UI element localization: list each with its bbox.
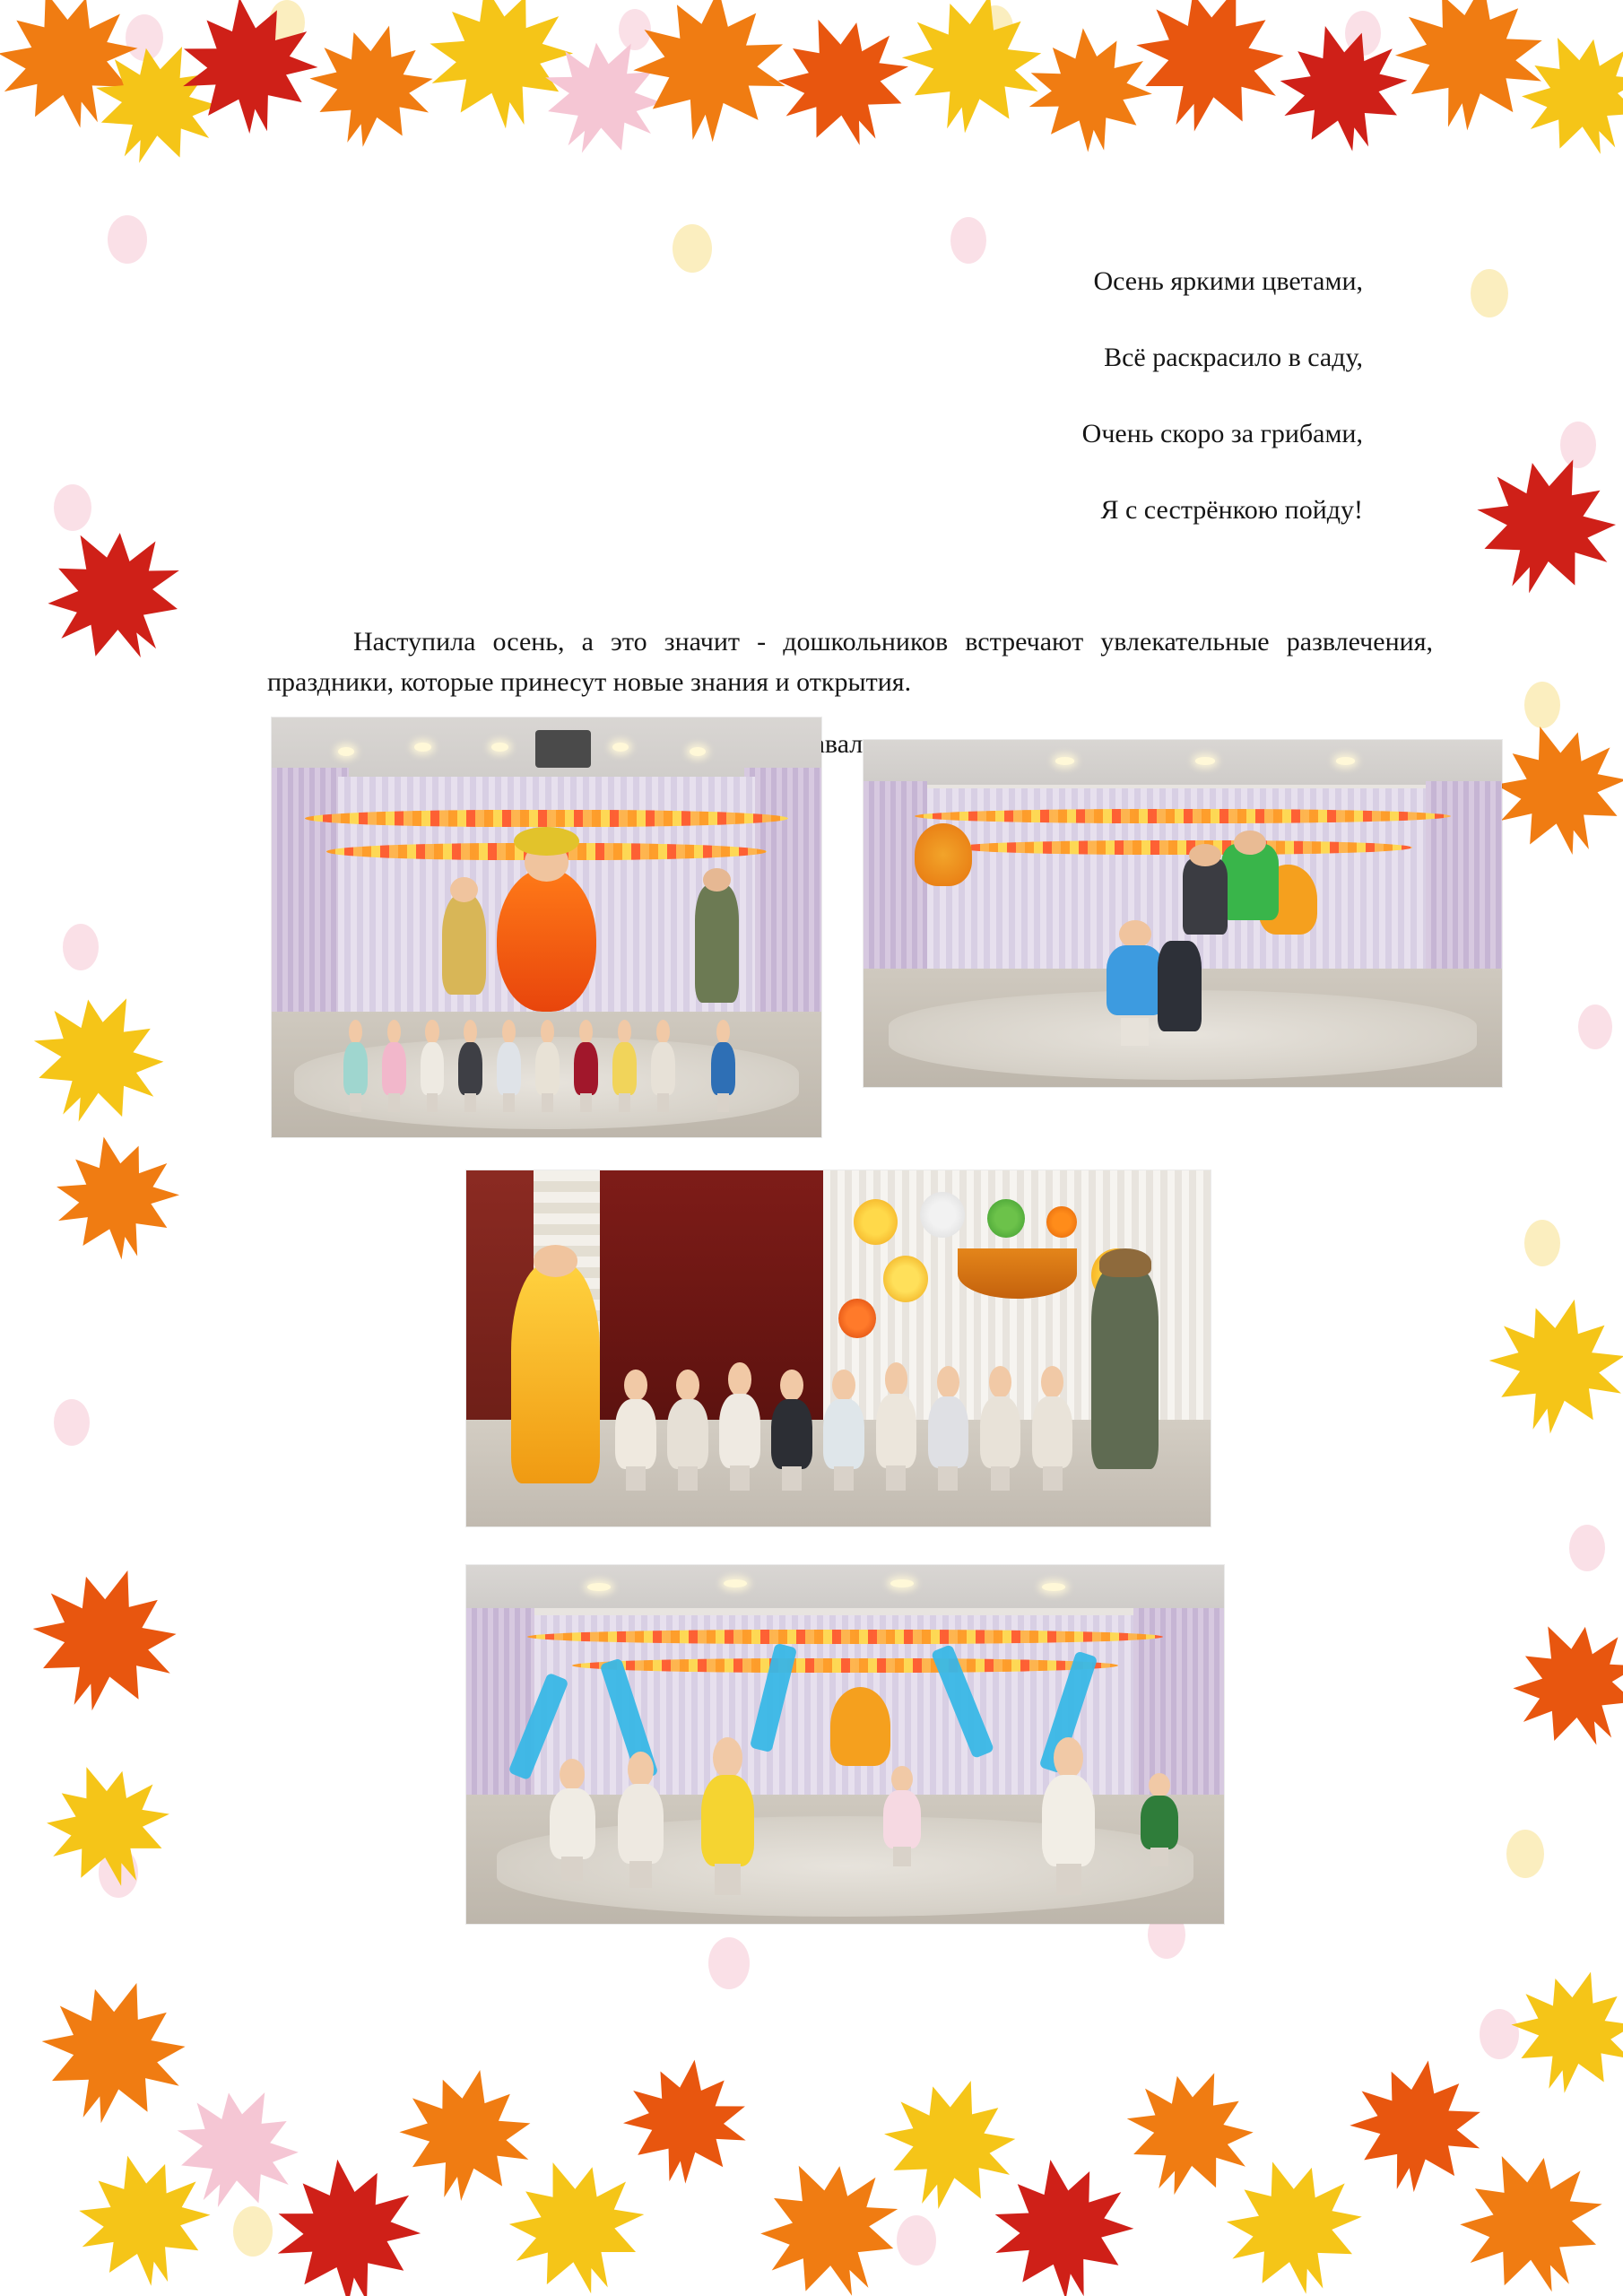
decorative-dot: [233, 2206, 273, 2257]
maple-leaf-icon: [1107, 0, 1315, 161]
maple-leaf-icon: [881, 0, 1065, 155]
maple-leaf-icon: [1016, 16, 1164, 164]
decorative-dot: [269, 0, 305, 45]
maple-leaf-icon: [515, 8, 690, 184]
maple-leaf-icon: [68, 14, 246, 192]
paper-flower-icon: [1046, 1206, 1076, 1239]
maple-leaf-icon: [165, 0, 332, 149]
paper-flower-icon: [838, 1299, 876, 1338]
decorative-dot: [1578, 1004, 1612, 1049]
paper-flower-icon: [883, 1256, 928, 1302]
decorative-dot: [1524, 682, 1560, 728]
maple-leaf-icon: [1257, 2, 1429, 174]
maple-leaf-icon: [1100, 2042, 1281, 2223]
decorative-dot: [99, 1848, 138, 1898]
document-content: [152, 224, 1480, 760]
maple-leaf-icon: [620, 0, 802, 156]
decorative-dot: [54, 484, 91, 531]
decorative-dot: [108, 215, 147, 264]
decorative-dot: [1560, 422, 1596, 468]
maple-leaf-icon: [148, 2058, 328, 2239]
maple-leaf-icon: [37, 1118, 196, 1277]
maple-leaf-icon: [1494, 5, 1623, 183]
photo-children-dancing-with-adults[interactable]: [864, 740, 1502, 1087]
maple-leaf-icon: [975, 2141, 1151, 2296]
maple-leaf-icon: [482, 2132, 671, 2296]
maple-leaf-icon: [1428, 2118, 1623, 2296]
decorative-dot: [126, 14, 163, 61]
maple-leaf-icon: [1483, 1591, 1623, 1777]
paper-flower-icon: [920, 1192, 965, 1239]
maple-leaf-icon: [1468, 1275, 1623, 1455]
maple-leaf-icon: [15, 1952, 213, 2151]
maple-leaf-icon: [407, 0, 594, 149]
decorative-dot: [619, 9, 651, 50]
maple-leaf-icon: [1201, 2134, 1387, 2296]
decorative-dot: [54, 1399, 90, 1446]
maple-leaf-icon: [6, 1540, 204, 1738]
maple-leaf-icon: [56, 2133, 230, 2296]
decorative-dot: [977, 5, 1013, 50]
photo-children-standing-in-row[interactable]: [466, 1170, 1211, 1526]
decorative-dot: [897, 2215, 936, 2266]
poem-block: [152, 224, 1480, 568]
maple-leaf-icon: [860, 2053, 1041, 2234]
maple-leaf-icon: [4, 963, 195, 1154]
photo-dance-with-blue-ribbons[interactable]: [466, 1565, 1224, 1924]
decorative-dot: [1345, 11, 1381, 56]
decorative-dot: [63, 924, 99, 970]
decorative-dot: [708, 1937, 750, 1989]
maple-leaf-icon: [0, 0, 163, 154]
intro-paragraph: Наступила осень, а это значит - дошкольников встречают увлекательные развлечения, праздники, которые принесут новые знания и открытия.: [267, 627, 1433, 698]
decorative-dot: [1480, 2009, 1519, 2059]
maple-leaf-icon: [381, 2049, 551, 2220]
poem-line: Очень скоро за грибами,: [1081, 418, 1363, 448]
decorative-dot: [1569, 1525, 1605, 1571]
paper-flower-icon: [987, 1199, 1025, 1239]
maple-leaf-icon: [22, 1739, 194, 1911]
maple-leaf-icon: [610, 2045, 761, 2196]
maple-leaf-icon: [1333, 2042, 1499, 2208]
decorative-dot: [1524, 1220, 1560, 1266]
photo-round-dance-with-autumn-character[interactable]: [272, 718, 821, 1137]
decorative-dot: [1506, 1830, 1544, 1878]
poem-line: Осень яркими цветами,: [1093, 265, 1363, 296]
maple-leaf-icon: [259, 2143, 437, 2296]
maple-leaf-icon: [1377, 0, 1565, 149]
maple-leaf-icon: [750, 0, 936, 174]
maple-leaf-icon: [289, 2, 456, 169]
maple-leaf-icon: [727, 2126, 931, 2296]
maple-leaf-icon: [1490, 1948, 1623, 2115]
poem-line: Я с сестрёнкою пойду!: [1100, 495, 1363, 526]
poem-line: Всё раскрасило в саду,: [1104, 342, 1363, 372]
